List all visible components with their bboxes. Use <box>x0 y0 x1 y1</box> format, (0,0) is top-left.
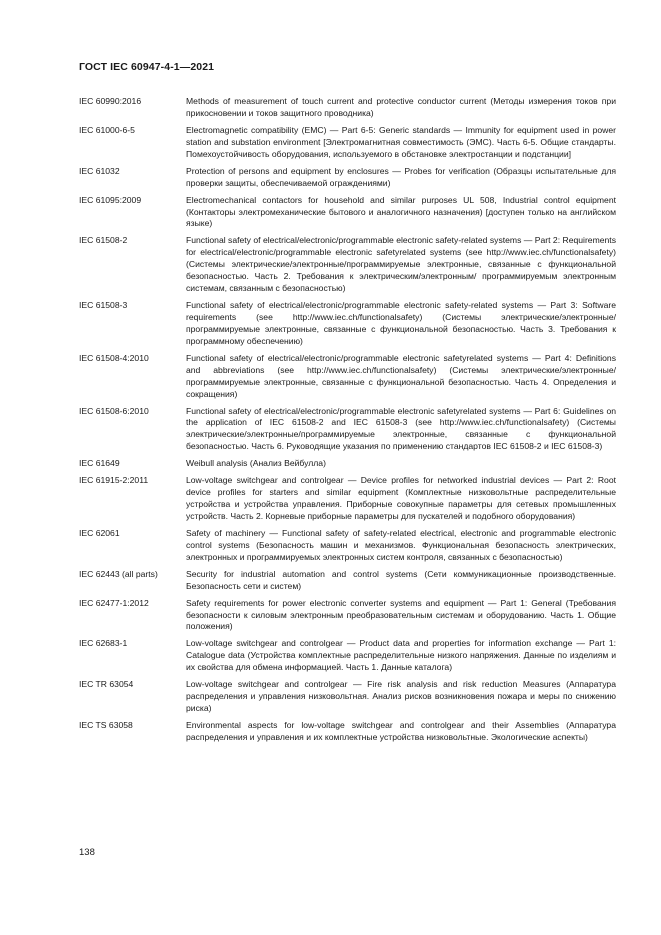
standard-title: Safety requirements for power electronic converter systems and equipment — Part 1: General (Требования безопасности к силовым электронным преобразовательным системам и оборудованию. Часть 1. Общие положения) <box>186 597 616 632</box>
standard-code: IEC 61915-2:2011 <box>79 475 149 486</box>
reference-entry <box>79 406 616 454</box>
standard-code: IEC 62061 <box>79 527 120 538</box>
reference-entry <box>79 638 616 674</box>
reference-entry <box>79 166 616 190</box>
standard-title: Electromagnetic compatibility (EMC) — Part 6-5: Generic standards — Immunity for equipment used in power station and substation environment [Электромагнитная совместимость (ЭМС). Часть 6-5. Общие стандарты. Помехоустойчивость оборудования, используемого в обстановке электростанции и подстанции] <box>186 124 616 159</box>
reference-entry <box>79 528 616 564</box>
standard-code: IEC 61095:2009 <box>79 194 142 205</box>
standard-code: IEC 62477-1:2012 <box>79 597 149 608</box>
standard-code: IEC 61508-2 <box>79 235 128 246</box>
standard-title: Security for industrial automation and control systems (Сети коммуникационные производственные. Безопасность сети и систем) <box>186 568 616 591</box>
page-header-standard-title: ГОСТ IEC 60947-4-1—2021 <box>79 61 215 73</box>
standard-code: IEC 60990:2016 <box>79 96 142 106</box>
reference-entry <box>79 195 616 231</box>
reference-entry <box>79 300 616 348</box>
reference-entry <box>79 96 616 120</box>
reference-entry <box>79 475 616 523</box>
page-number: 138 <box>79 847 95 858</box>
normative-references-list <box>79 96 616 749</box>
standard-code: IEC 62683-1 <box>79 638 128 649</box>
reference-entry <box>79 679 616 715</box>
reference-entry <box>79 720 616 744</box>
standard-title: Methods of measurement of touch current and protective conductor current (Методы измерения токов при прикосновении и токов защитного проводника) <box>186 96 616 118</box>
standard-code: IEC TS 63058 <box>79 720 133 731</box>
standard-code: IEC 61508-4:2010 <box>79 352 149 363</box>
standard-title: Weibull analysis (Анализ Вейбулла) <box>186 458 326 469</box>
standard-code: IEC 61649 <box>79 458 120 469</box>
standard-code: IEC 62443 (all parts) <box>79 568 158 579</box>
standard-title: Functional safety of electrical/electronic/programmable electronic safety-related systems — Part 2: Requirements for electrical/electronic/programmable electronic safetyrelated systems (see http://www.iec.ch/functionalsafety) (Системы электрические/электронные/программируемые электронные, связанные с функциональной безопасностью. Часть 2. Требования к электрическим/электронным/ программируемым электронным системам, связанным с безопасностью) <box>186 235 616 294</box>
standard-code: IEC 61508-3 <box>79 300 128 311</box>
standard-title: Environmental aspects for low-voltage switchgear and controlgear and their Assemblies (Аппаратура распределения и управления и их комплектные устройства низковольтные. Экологические аспекты) <box>186 720 616 742</box>
reference-entry <box>79 569 616 593</box>
standard-title: Safety of machinery — Functional safety of safety-related electrical, electronic and programmable electronic control systems (Безопасность машин и механизмов. Функциональная безопасность электрических, электронных и программируемых электронных систем контроля, связанных с безопасностью) <box>186 527 616 562</box>
standard-title: Low-voltage switchgear and controlgear — Device profiles for networked industrial devices — Part 2: Root device profiles for starters and similar equipment (Комплектные низковольтные распределительные устройства и устройства управления. Приборные совокупные параметры для сетевых промышленных устройств. Часть 2. Корневые приборные параметры для пускателей и подобного оборудования) <box>186 475 616 521</box>
standard-title: Functional safety of electrical/electronic/programmable electronic safetyrelated systems — Part 6: Guidelines on the application of IEC 61508-2 and IEC 61508-3 (see http://www.iec.ch/functionalsafety) (Системы электрические/электронные/программируемые электронные, связанные с функциональной безопасностью. Часть 6. Руководящие указания по применению стандартов IEC 61508-2 и IEC 61508-3) <box>186 405 616 452</box>
reference-entry <box>79 125 616 161</box>
standard-code: IEC 61032 <box>79 165 120 176</box>
reference-entry <box>79 458 616 470</box>
reference-entry <box>79 353 616 401</box>
standard-title: Protection of persons and equipment by enclosures — Probes for verification (Образцы испытательные для проверки защиты, обеспечиваемой ограждениями) <box>186 165 616 188</box>
reference-entry <box>79 235 616 295</box>
standard-code: IEC 61000-6-5 <box>79 124 135 135</box>
standard-code: IEC 61508-6:2010 <box>79 405 149 416</box>
standard-title: Low-voltage switchgear and controlgear — Fire risk analysis and risk reduction Measures (Аппаратура распределения и управления низковольтная. Анализ рисков возникновения пожара и меры по снижению риска) <box>186 679 616 714</box>
standard-code: IEC TR 63054 <box>79 679 134 690</box>
reference-entry <box>79 598 616 634</box>
standard-title: Low-voltage switchgear and controlgear — Product data and properties for information exchange — Part 1: Catalogue data (Устройства комплектные распределительные низкого напряжения. Данные по изделиям и их свойства для обмена информацией. Часть 1. Данные каталога) <box>186 638 616 673</box>
standard-title: Functional safety of electrical/electronic/programmable electronic safetyrelated systems — Part 4: Definitions and abbreviations (see http://www.iec.ch/functionalsafety) (Системы электрические/электронные/программируемые электронные, связанные с функциональной безопасностью. Часть 4. Определения и сокращения) <box>186 352 616 399</box>
standard-title: Electromechanical contactors for household and similar purposes UL 508, Industrial control equipment (Контакторы электромеханические бытового и аналогичного назначения) [доступен только на английском языке) <box>186 194 616 229</box>
standard-title: Functional safety of electrical/electronic/programmable electronic safety-related systems — Part 3: Software requirements (see http://www.iec.ch/functionalsafety) (Системы электрические/электронные/программируемые электронные, связанные с функциональной безопасностью. Часть 3. Требования к программному обеспечению) <box>186 300 616 346</box>
